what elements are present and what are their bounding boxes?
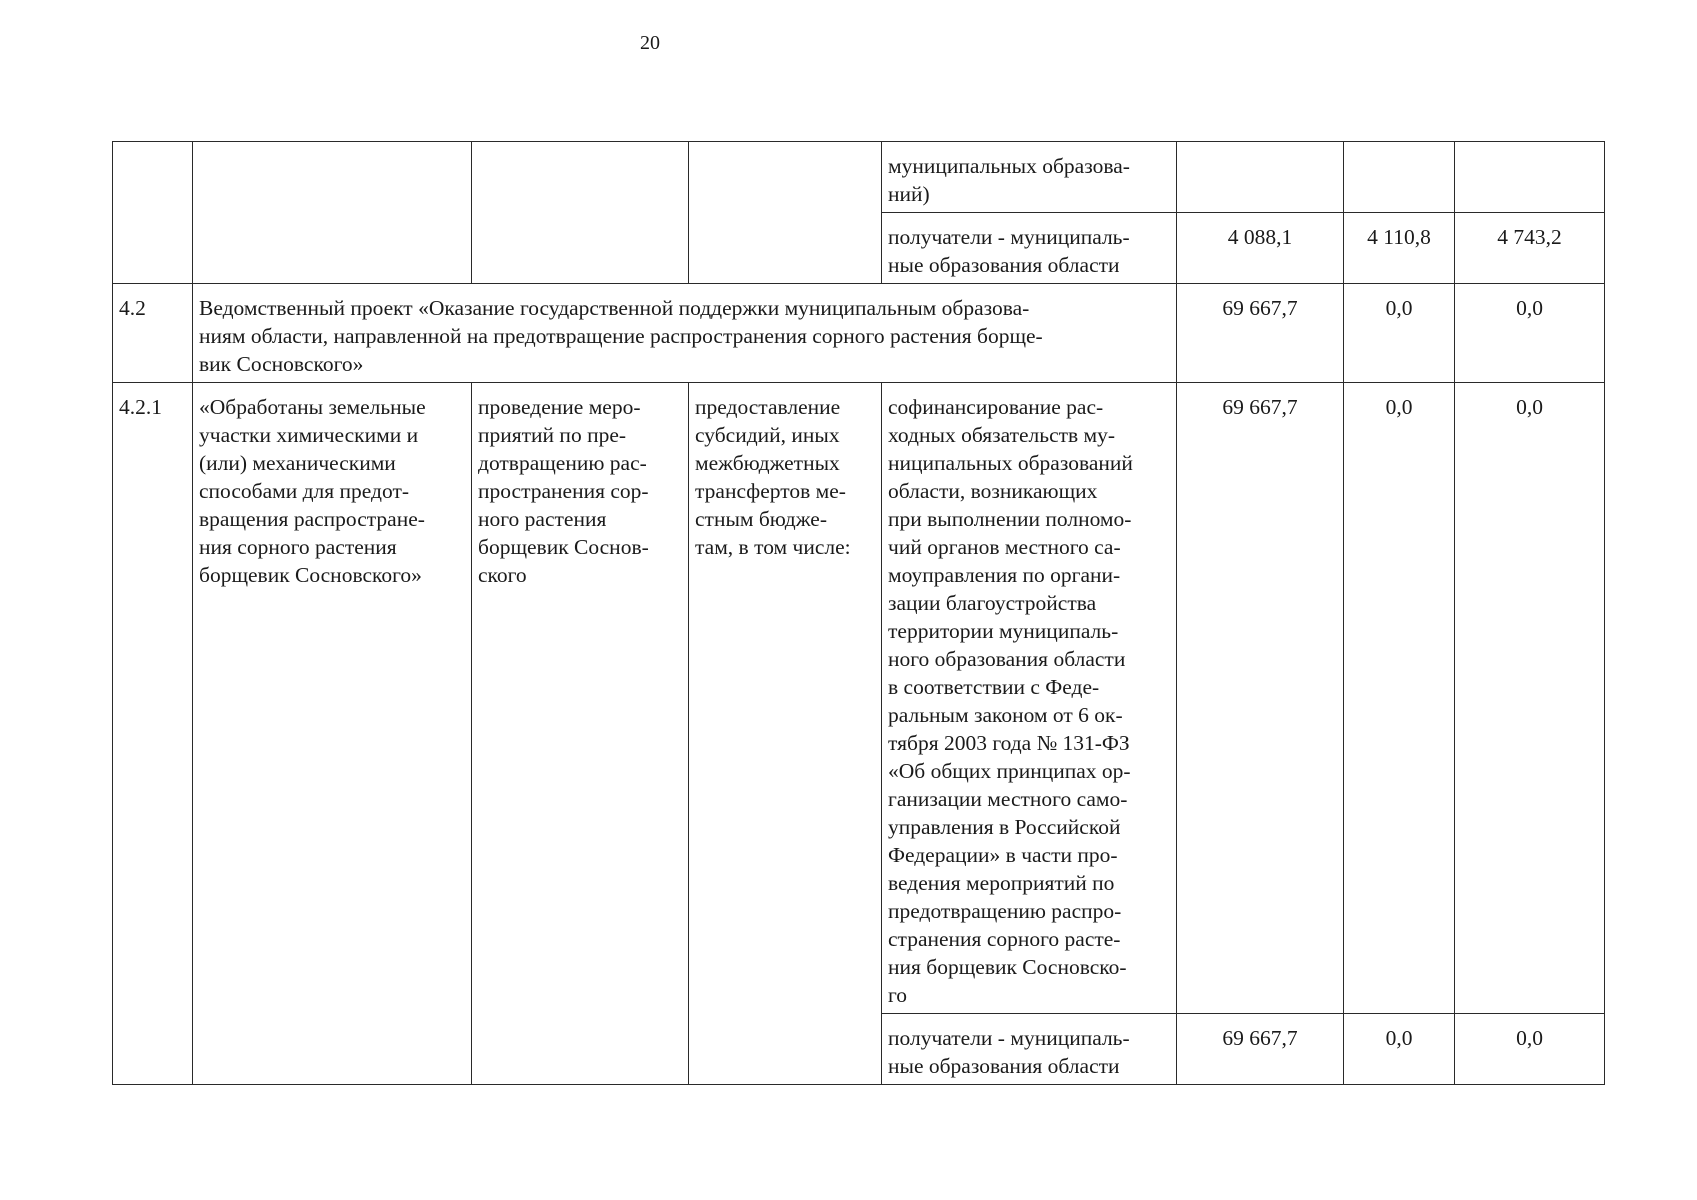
cell-value-3: 0,0 bbox=[1455, 284, 1605, 383]
cell-project-title: Ведомственный проект «Оказание государственной поддержки муниципальным образова- ниям области, направленной на предотвращение распространения сорного растения борще- вик Сосновского» bbox=[193, 284, 1177, 383]
cell-num bbox=[113, 142, 193, 284]
cell-detail: получатели - муниципаль- ные образования области bbox=[882, 213, 1177, 284]
cell-value-1: 69 667,7 bbox=[1177, 284, 1344, 383]
cell-value-1: 69 667,7 bbox=[1177, 383, 1344, 1014]
cell-result bbox=[193, 142, 472, 284]
table-row bbox=[113, 142, 1605, 213]
cell-value-2: 0,0 bbox=[1344, 383, 1455, 1014]
cell-value-2: 0,0 bbox=[1344, 284, 1455, 383]
cell-value-1: 4 088,1 bbox=[1177, 213, 1344, 284]
cell-event: проведение меро- приятий по пре- дотвращению рас- пространения сор- ного растения борщевик Соснов- ского bbox=[472, 383, 689, 1085]
cell-value-2: 4 110,8 bbox=[1344, 213, 1455, 284]
cell-mechanism bbox=[689, 142, 882, 284]
page-number: 20 bbox=[640, 32, 660, 54]
cell-result: «Обработаны земельные участки химическими и (или) механическими способами для предот- вращения распростране- ния сорного растения борщевик Сосновского» bbox=[193, 383, 472, 1085]
cell-mechanism: предоставление субсидий, иных межбюджетных трансфертов ме- стным бюдже- там, в том числе: bbox=[689, 383, 882, 1085]
table-row bbox=[113, 383, 1605, 1014]
cell-detail: софинансирование рас- ходных обязательств му- ниципальных образований области, возникающих при выполнении полномо- чий органов местного са- моуправления по органи- зации благоустройства территории муниципаль- ного образования области в соответствии с Феде- ральным законом от 6 ок- тября 2003 года № 131-ФЗ «Об общих принципах ор- ганизации местного само- управления в Российской Федерации» в части про- ведения мероприятий по предотвращению распро- странения сорного расте- ния борщевик Сосновско- го bbox=[882, 383, 1177, 1014]
cell-value-3 bbox=[1455, 142, 1605, 213]
cell-detail: муниципальных образова- ний) bbox=[882, 142, 1177, 213]
cell-value-2 bbox=[1344, 142, 1455, 213]
budget-table bbox=[112, 141, 1605, 1085]
cell-num: 4.2 bbox=[113, 284, 193, 383]
cell-value-1: 69 667,7 bbox=[1177, 1014, 1344, 1085]
cell-value-1 bbox=[1177, 142, 1344, 213]
cell-value-2: 0,0 bbox=[1344, 1014, 1455, 1085]
cell-detail: получатели - муниципаль- ные образования области bbox=[882, 1014, 1177, 1085]
cell-value-3: 0,0 bbox=[1455, 383, 1605, 1014]
cell-num: 4.2.1 bbox=[113, 383, 193, 1085]
cell-value-3: 0,0 bbox=[1455, 1014, 1605, 1085]
cell-event bbox=[472, 142, 689, 284]
table-row bbox=[113, 284, 1605, 383]
cell-value-3: 4 743,2 bbox=[1455, 213, 1605, 284]
